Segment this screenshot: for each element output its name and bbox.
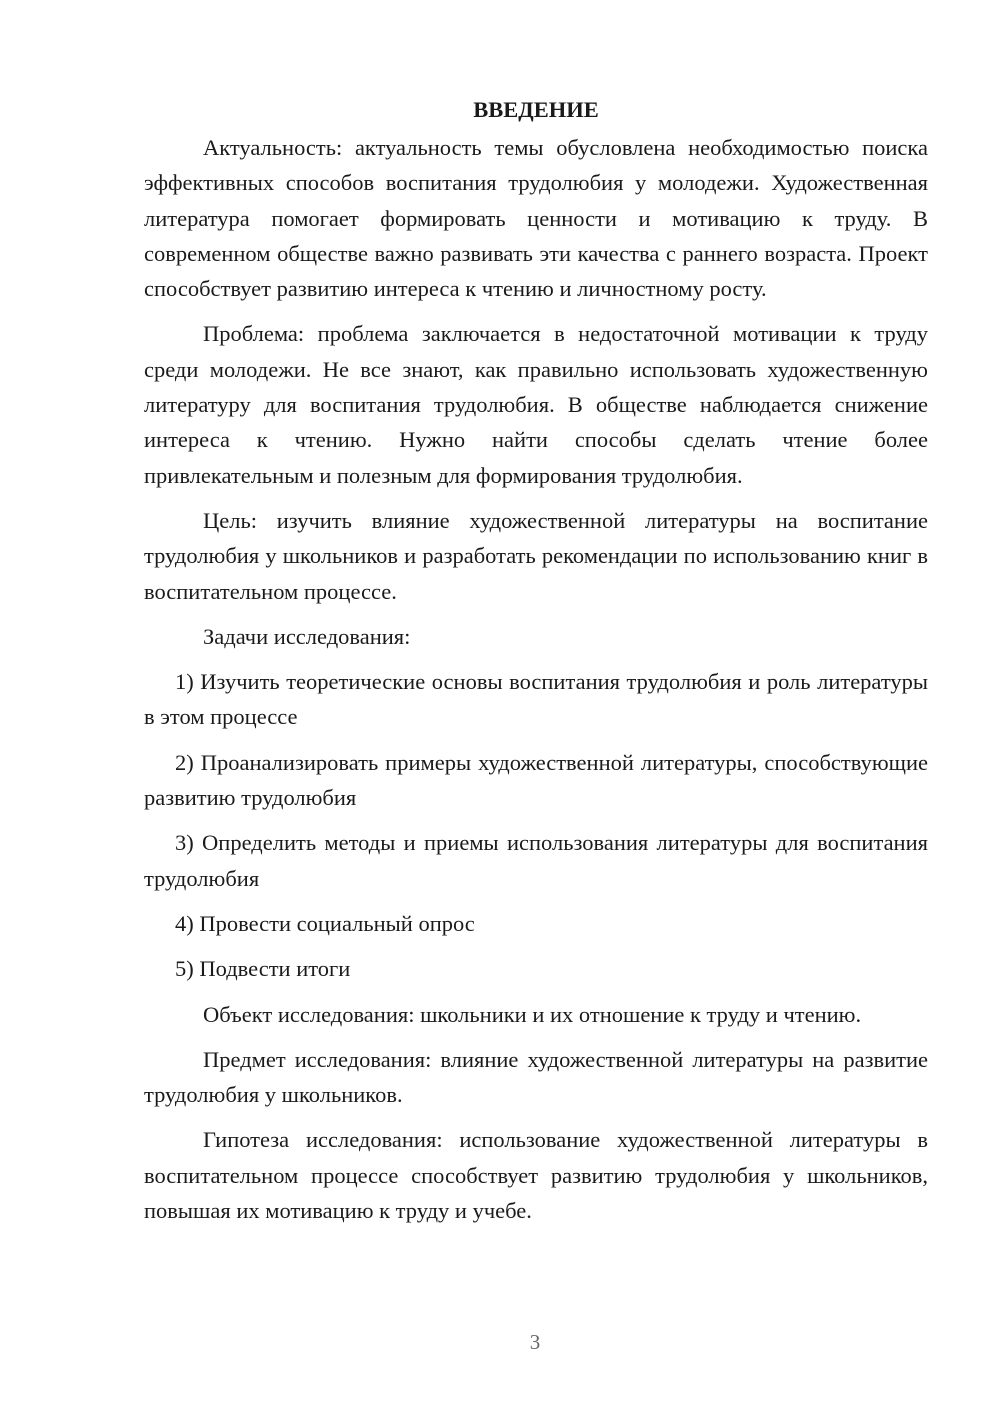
tasks-title: Задачи исследования: <box>203 623 411 649</box>
task-item-1: 1) Изучить теоретические основы воспитания трудолюбия и роль литературы в этом процессе <box>144 669 928 730</box>
document-page <box>144 92 928 1228</box>
task-item-4: 4) Провести социальный опрос <box>175 910 475 936</box>
paragraph-relevance: Актуальность: актуальность темы обусловлена необходимостью поиска эффективных способов воспитания трудолюбия у молодежи. Художественная литература помогает формировать ценности и мотивацию к труду. В современном обществе важно развивать эти качества с раннего возраста. Проект способствует развитию интереса к чтению и личностному росту. <box>144 135 928 302</box>
section-heading: ВВЕДЕНИЕ <box>473 97 599 122</box>
paragraph-hypothesis: Гипотеза исследования: использование художественной литературы в воспитательном процессе способствует развитию трудолюбия у школьников, повышая их мотивацию к труду и учебе. <box>144 1127 928 1224</box>
task-item-5: 5) Подвести итоги <box>175 956 351 982</box>
page-number: 3 <box>529 1330 541 1354</box>
paragraph-object: Объект исследования: школьники и их отношение к труду и чтению. <box>203 1001 862 1027</box>
task-item-2: 2) Проанализировать примеры художественной литературы, способствующие развитию трудолюбия <box>144 749 928 811</box>
task-item-3: 3) Определить методы и приемы использования литературы для воспитания трудолюбия <box>144 830 928 891</box>
paragraph-goal: Цель: изучить влияние художественной литературы на воспитание трудолюбия у школьников и разработать рекомендации по использованию книг в воспитательном процессе. <box>144 507 928 604</box>
paragraph-problem: Проблема: проблема заключается в недостаточной мотивации к труду среди молодежи. Не все знают, как правильно использовать художественную литературу для воспитания трудолюбия. В обществе наблюдается снижение интереса к чтению. Нужно найти способы сделать чтение более привлекательным и полезным для формирования трудолюбия. <box>144 321 928 488</box>
paragraph-subject: Предмет исследования: влияние художественной литературы на развитие трудолюбия у школьников. <box>144 1046 928 1108</box>
